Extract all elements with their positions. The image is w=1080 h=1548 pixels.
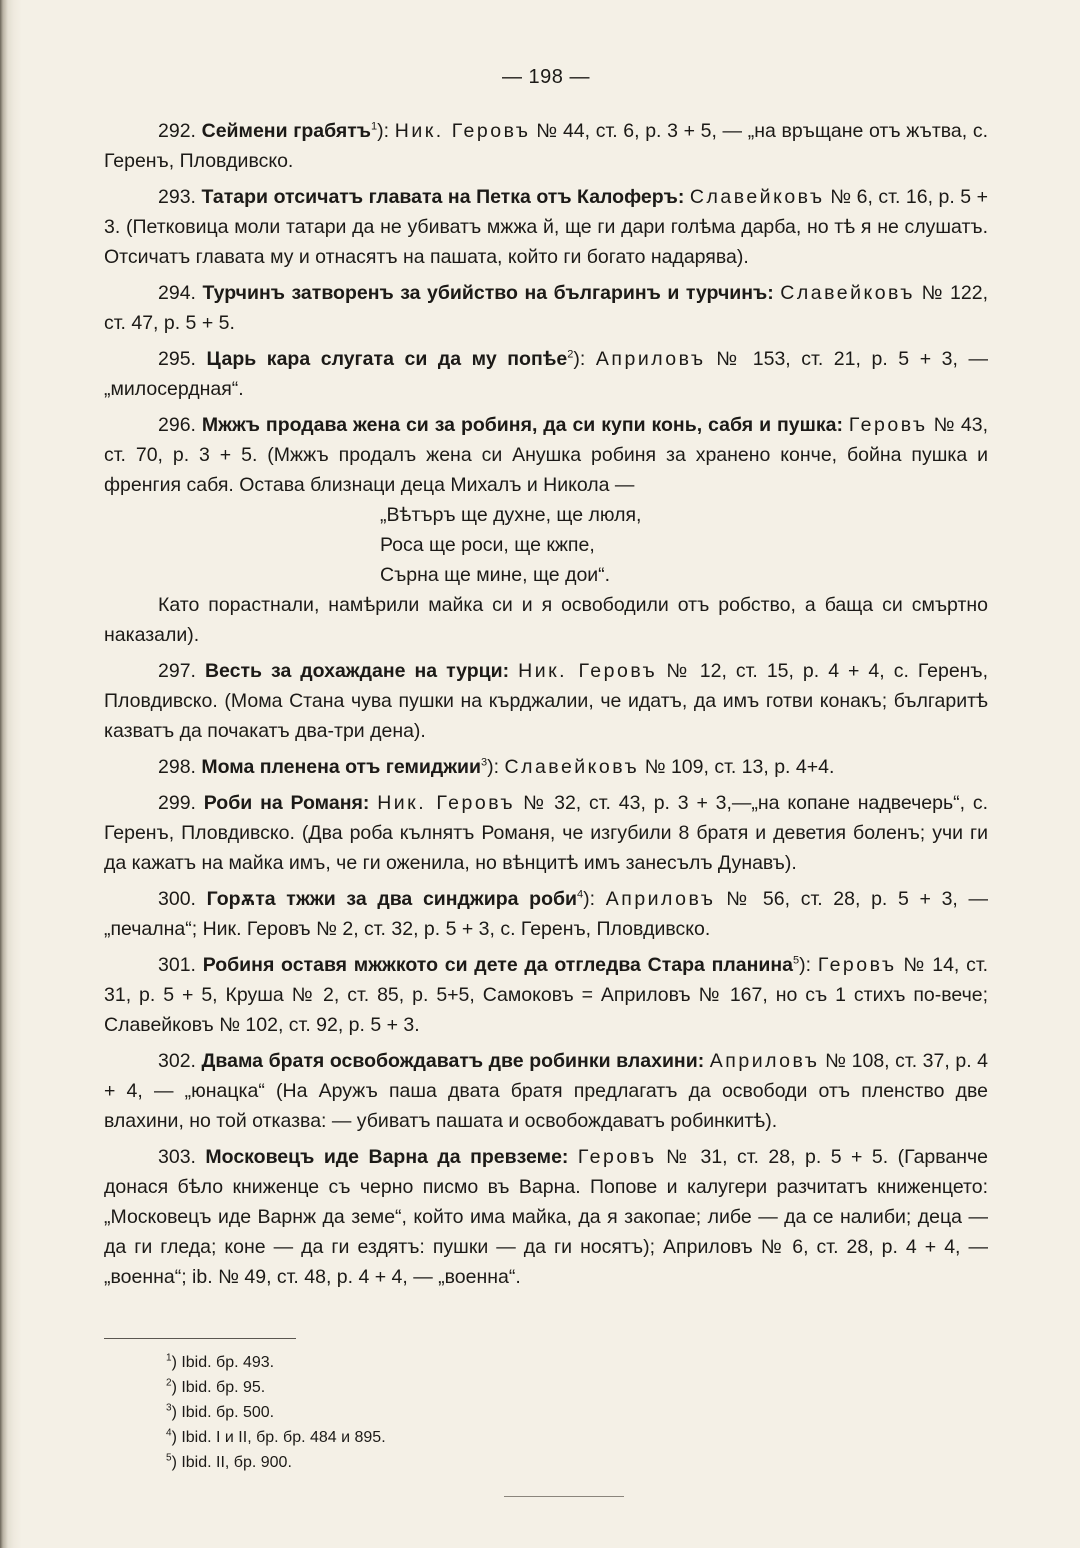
entry-source: Априловъ (605, 888, 716, 910)
end-rule (504, 1496, 624, 1497)
entry-source: Славейковъ (780, 282, 915, 304)
footnote (166, 1450, 666, 1475)
entry-text: № 6, ст. 16, р. 5 + 3. (Петковица моли татари да не убиватъ мжжа й, ще ги дари голѣма дарба, но тѣ я не слушатъ. Отсичатъ главата му и отнасятъ на пашата, който ги богато надарява). (104, 186, 989, 268)
entry-number: 293. (158, 186, 196, 208)
entry-number: 303. (158, 1146, 196, 1168)
footnote-ref: 1 (371, 120, 378, 133)
footnote-text: ) Ibid. бр. 493. (171, 1354, 275, 1371)
footnote-text: ) Ibid. I и II, бр. бр. 484 и 895. (171, 1429, 386, 1446)
entry-296 (104, 410, 988, 650)
entry-title: Московецъ иде Варна да превземе: (205, 1146, 569, 1168)
entry-301 (104, 950, 988, 1040)
entry-source: Ник. Геровъ (394, 120, 531, 142)
entry-source: Ник. Геровъ (518, 660, 658, 682)
entry-297 (104, 656, 988, 746)
entry-text: № 12, ст. 15, р. 4 + 4, с. Геренъ, Пловдивско. (Мома Стана чува пушки на кърджалии, че идатъ, да имъ готви конакъ; българитѣ казватъ да почакатъ два-три дена). (104, 660, 989, 742)
entry-source: Славейковъ (504, 756, 640, 778)
footnote-mark: 1 (166, 1352, 172, 1364)
footnote-ref: 5 (793, 954, 800, 967)
verse-line: Роса ще роси, ще кжпе, (380, 534, 595, 556)
entry-source: Геровъ (817, 954, 897, 976)
entry-lead: ): (377, 120, 390, 142)
entry-source: Ник. Геровъ (377, 792, 516, 814)
entry-title: Весть за дохаждане на турци: (204, 660, 510, 682)
entry-303 (104, 1142, 988, 1292)
entry-continuation: Като порастнали, намѣрили майка си и я освободили отъ робство, а баща си смъртно наказали). (104, 594, 988, 646)
footnote-text: ) Ibid. бр. 500. (171, 1404, 275, 1421)
footnote-ref: 2 (567, 348, 574, 361)
entry-number: 292. (158, 120, 196, 142)
footnote (166, 1400, 666, 1425)
entry-number: 300. (158, 888, 196, 910)
entry-text: № 108, ст. 37, р. 4 + 4, — „юнацка“ (На Аружъ паша двата братя предлагатъ да освободи отъ пленство две влахини, но той отказва: — убиватъ пашата и освобождаватъ робинкитѣ). (104, 1050, 989, 1132)
entry-number: 295. (158, 348, 196, 370)
footnote-mark: 5 (166, 1452, 172, 1464)
entry-source: Славейковъ (689, 186, 825, 208)
entry-number: 299. (158, 792, 196, 814)
entry-number: 302. (158, 1050, 196, 1072)
entry-text: № 109, ст. 13, р. 4+4. (644, 756, 835, 778)
entry-number: 298. (158, 756, 196, 778)
entry-lead: ): (583, 888, 596, 910)
footnote-mark: 4 (166, 1427, 172, 1439)
entry-list (104, 116, 988, 1298)
footnote-ref: 4 (577, 888, 584, 901)
entry-title: Татари отсичатъ главата на Петка отъ Калоферъ: (201, 186, 685, 208)
entry-295 (104, 344, 988, 404)
footnote-separator (104, 1338, 296, 1339)
entry-number: 294. (158, 282, 196, 304)
entry-title: Царь кара слугата си да му попѣе (206, 348, 568, 370)
entry-title: Мжжъ продава жена си за робиня, да си купи конь, сабя и пушка: (201, 414, 843, 436)
footnote (166, 1350, 666, 1375)
entry-292 (104, 116, 988, 176)
footnote-text: ) Ibid. II, бр. 900. (171, 1454, 292, 1471)
entry-text: № 31, ст. 28, р. 5 + 5. (Гарванче донася бѣло книженце съ черно писмо въ Варна. Попове и калугери разчитатъ книженцето: „Московецъ иде Варнж да земе“, който има майка, да я закопае; либе — да се налиби; деца — да ги гледа; коне — да ги ездятъ: пушки — да ги носятъ); Априловъ № 6, ст. 28, р. 4 + 4, — „военна“; ib. № 49, ст. 48, р. 4 + 4, — „военна“. (104, 1146, 989, 1288)
entry-294 (104, 278, 988, 338)
entry-300 (104, 884, 988, 944)
footnote-text: ) Ibid. бр. 95. (171, 1379, 266, 1396)
entry-text: № 43, ст. 70, р. 3 + 5. (Мжжъ продалъ жена си Анушка робиня за хранено конче, бойна пушка и френгия сабя. Остава близнаци деца Михалъ и Никола — (104, 414, 989, 496)
footnote-ref: 3 (481, 756, 488, 769)
verse-block (380, 500, 988, 590)
entry-text: № 32, ст. 43, р. 3 + 3,—„на копане надвечерь“, с. Геренъ, Пловдивско. (Два роба кълнятъ Романя, че изгубили 8 братя и деветия боленъ; учи ги да кажатъ на майка имъ, че ги оженила, но вѣнцитѣ имъ занесълъ Дунавъ). (104, 792, 989, 874)
entry-302 (104, 1046, 988, 1136)
entry-title: Двама братя освобождаватъ две робинки влахини: (201, 1050, 705, 1072)
entry-number: 297. (158, 660, 196, 682)
footnote (166, 1375, 666, 1400)
footnote-mark: 2 (166, 1377, 172, 1389)
entry-source: Априловъ (709, 1050, 820, 1072)
entry-lead: ): (487, 756, 500, 778)
entry-source: Геровъ (848, 414, 928, 436)
footnotes (166, 1350, 666, 1475)
entry-source: Геровъ (577, 1146, 657, 1168)
footnote (166, 1425, 666, 1450)
entry-text: № 56, ст. 28, р. 5 + 3, — „печална“; Ник. Геровъ № 2, ст. 32, р. 5 + 3, с. Геренъ, Пловдивско. (104, 888, 988, 940)
entry-source: Априловъ (595, 348, 706, 370)
book-spine-shadow (0, 0, 22, 1548)
entry-298 (104, 752, 988, 782)
entry-number: 296. (158, 414, 196, 436)
page-number: — 198 — (502, 66, 590, 88)
verse-line: „Вѣтъръ ще духне, ще люля, (380, 504, 642, 526)
verse-line: Сърна ще мине, ще дои“. (380, 564, 611, 586)
entry-title: Турчинъ затворенъ за убийство на българинъ и турчинъ: (202, 282, 774, 304)
entry-title: Сеймени грабятъ (201, 120, 372, 142)
entry-text: № 153, ст. 21, р. 5 + 3, — „милосердная“. (104, 348, 989, 400)
entry-lead: ): (799, 954, 812, 976)
entry-title: Роби на Романя: (203, 792, 370, 814)
entry-lead: ): (573, 348, 586, 370)
entry-293 (104, 182, 988, 272)
entry-text: № 122, ст. 47, р. 5 + 5. (104, 282, 988, 334)
entry-title: Мома пленена отъ гемиджии (201, 756, 482, 778)
entry-text: № 44, ст. 6, р. 3 + 5, — „на връщане отъ жътва, с. Геренъ, Пловдивско. (104, 120, 989, 172)
entry-text: № 14, ст. 31, р. 5 + 5, Круша № 2, ст. 85, р. 5+5, Самоковъ = Априловъ № 167, но съ 1 стихъ по-вече; Славейковъ № 102, ст. 92, р. 5 + 3. (104, 954, 989, 1036)
footnote-mark: 3 (166, 1402, 172, 1414)
entry-title: Робиня оставя мжжкото си дете да отгледва Стара планина (202, 954, 794, 976)
entry-number: 301. (158, 954, 196, 976)
entry-title: Горѫта тжжи за два синджира роби (206, 888, 578, 910)
entry-299 (104, 788, 988, 878)
